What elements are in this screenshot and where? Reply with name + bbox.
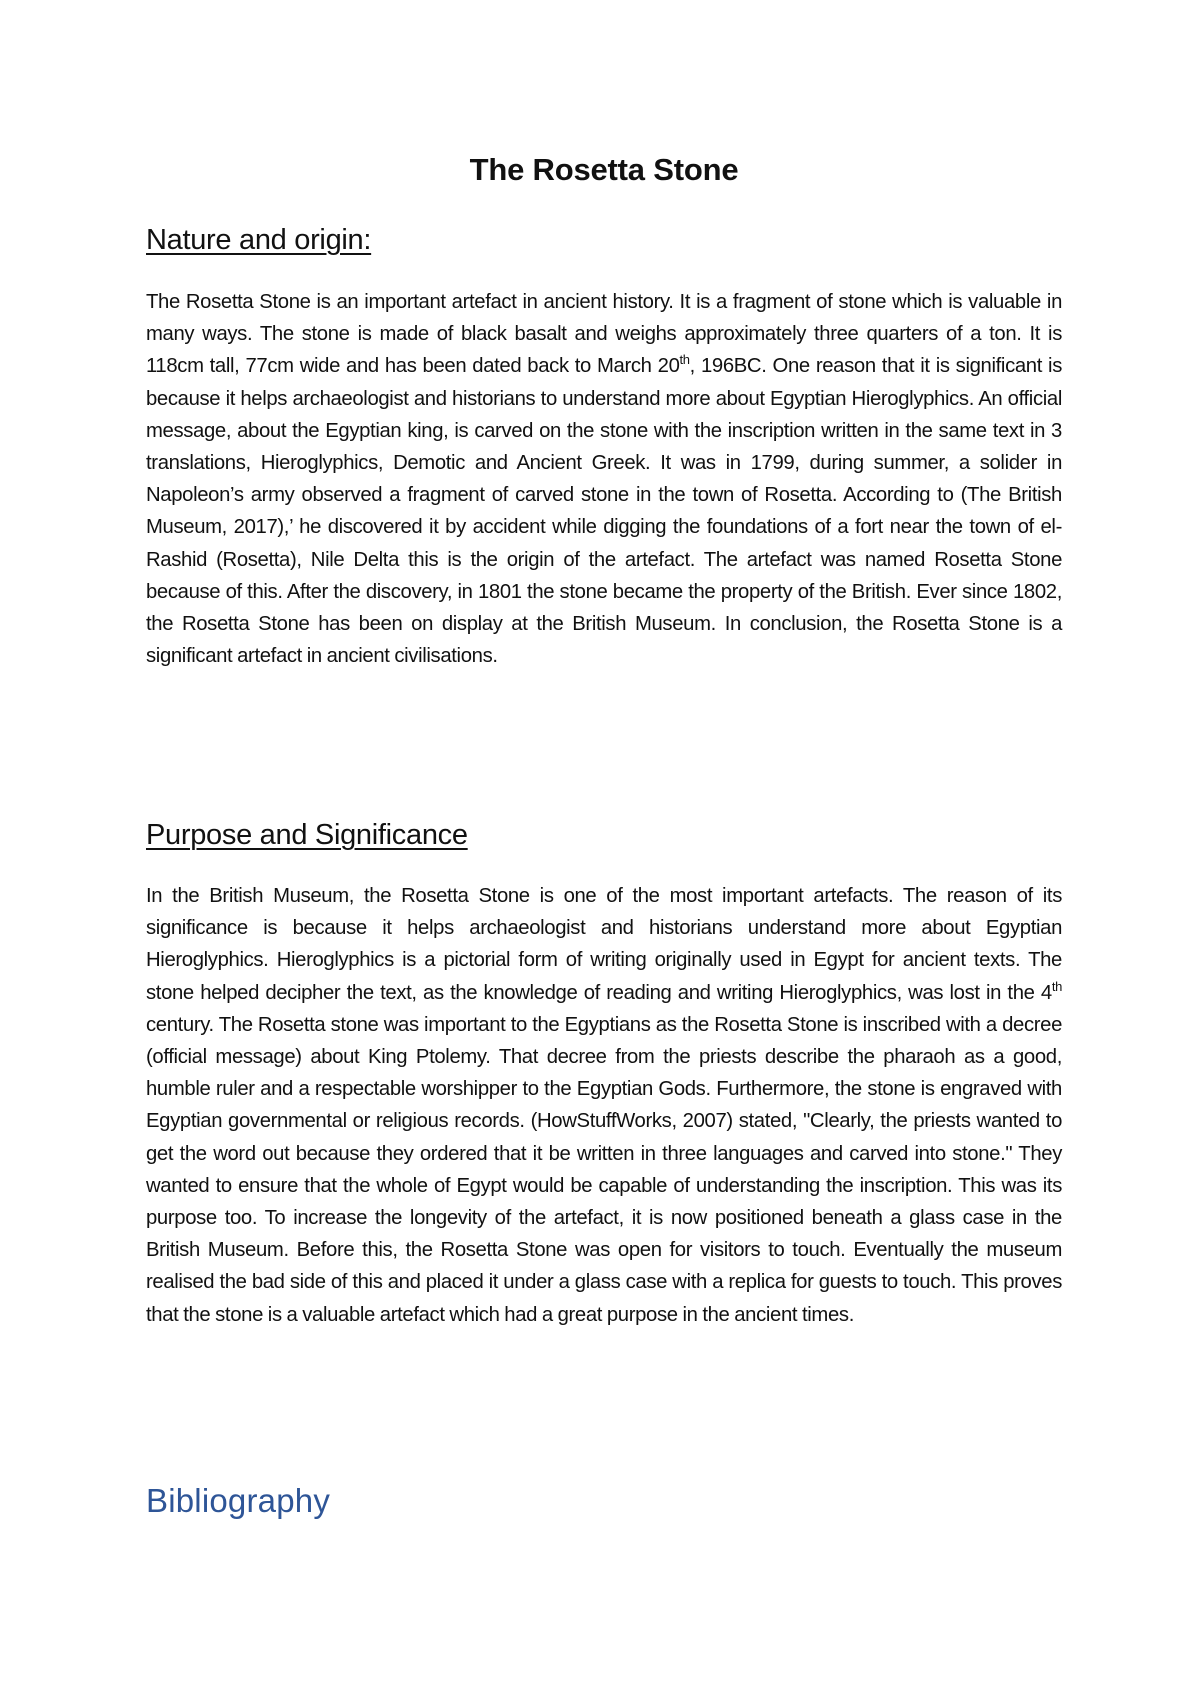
heading-nature-and-origin: Nature and origin: <box>146 224 372 256</box>
paragraph-purpose-and-significance <box>146 880 1062 1331</box>
superscript-ordinal: th <box>679 352 690 368</box>
document-title: The Rosetta Stone <box>469 152 739 187</box>
heading-purpose-and-significance: Purpose and Significance <box>146 819 468 851</box>
paragraph-text: In the British Museum, the Rosetta Stone is one of the most important artefacts. The reason of its significance is because it helps archaeologist and historians understand more about Egyptian Hieroglyphics. Hieroglyphics is a pictorial form of writing originally used in Egypt for ancient texts. The stone helped decipher the text, as the knowledge of reading and writing Hieroglyphics, was lost in the 4 <box>146 885 1062 1004</box>
paragraph-text: , 196BC. One reason that it is significant is because it helps archaeologist and historians to understand more about Egyptian Hieroglyphics. An official message, about the Egyptian king, is carved on the stone with the inscription written in the same text in 3 translations, Hieroglyphics, Demotic and Ancient Greek. It was in 1799, during summer, a solider in Napoleon’s army observed a fragment of carved stone in the town of Rosetta. According to (The British Museum, 2017),’ he discovered it by accident while digging the foundations of a fort near the town of el-Rashid (Rosetta), Nile Delta this is the origin of the artefact. The artefact was named Rosetta Stone because of this. After the discovery, in 1801 the stone became the property of the British. Ever since 1802, the Rosetta Stone has been on display at the British Museum. In conclusion, the Rosetta Stone is a significant artefact in ancient civilisations. <box>146 355 1062 668</box>
bibliography-heading: Bibliography <box>146 1482 331 1519</box>
paragraph-nature-and-origin <box>146 286 1062 672</box>
superscript-ordinal: th <box>1051 978 1062 994</box>
paragraph-text: century. The Rosetta stone was important to the Egyptians as the Rosetta Stone is inscribed with a decree (official message) about King Ptolemy. That decree from the priests describe the pharaoh as a good, humble ruler and a respectable worshipper to the Egyptian Gods. Furthermore, the stone is engraved with Egyptian governmental or religious records. (HowStuffWorks, 2007) stated, "Clearly, the priests wanted to get the word out because they ordered that it be written in three languages and carved into stone." They wanted to ensure that the whole of Egypt would be capable of understanding the inscription. This was its purpose too. To increase the longevity of the artefact, it is now positioned beneath a glass case in the British Museum. Before this, the Rosetta Stone was open for visitors to touch. Eventually the museum realised the bad side of this and placed it under a glass case with a replica for guests to touch. This proves that the stone is a valuable artefact which had a great purpose in the ancient times. <box>146 1013 1062 1326</box>
paragraph-text: The Rosetta Stone is an important artefact in ancient history. It is a fragment of stone which is valuable in many ways. The stone is made of black basalt and weighs approximately three quarters of a ton. It is 118cm tall, 77cm wide and has been dated back to March 20 <box>146 291 1062 378</box>
